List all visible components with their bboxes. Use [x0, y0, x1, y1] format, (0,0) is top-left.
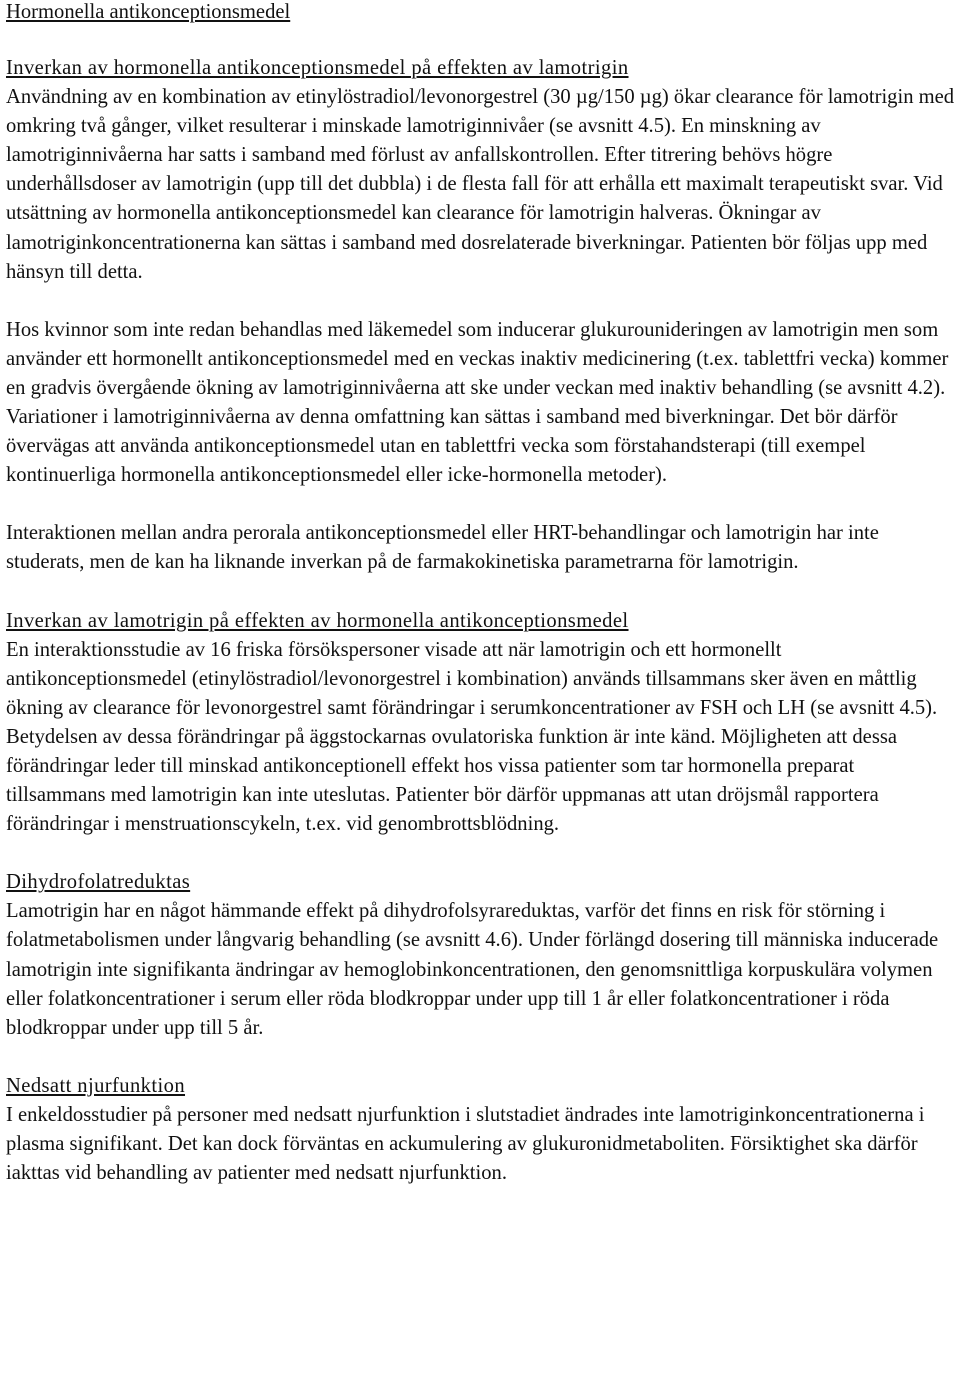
section-heading: Inverkan av lamotrigin på effekten av hormonella antikonceptionsmedel [6, 609, 629, 632]
section-dihydrofolate-reductase [6, 868, 958, 1043]
document-page [6, 0, 958, 1188]
section-heading: Nedsatt njurfunktion [6, 1074, 186, 1097]
spacer [6, 578, 958, 607]
paragraph: En interaktionsstudie av 16 friska försökspersoner visade att när lamotrigin och ett hormonellt antikonceptionsmedel (etinylöstradiol/levonorgestrel i kombination) används tillsammans sker även en måttlig ökning av clearance för levonorgestrel samt förändringar i serumkoncentrationer av FSH och LH (se avsnitt 4.5). Betydelsen av dessa förändringar på äggstockarnas ovulatoriska funktion är inte känd. Möjligheten att dessa förändringar leder till minskad antikonceptionell effekt hos vissa patienter som tar hormonella preparat tillsammans med lamotrigin kan inte uteslutas. Patienter bör därför uppmanas att utan dröjsmål rapportera förändringar i menstruationscykeln, t.ex. vid genombrottsblödning. [6, 638, 938, 836]
section-heading: Dihydrofolatreduktas [6, 871, 191, 894]
section-renal-impairment [6, 1072, 958, 1188]
section-lamotrigine-effect-on-hormonal [6, 607, 958, 840]
section-hormonal-effect-on-lamotrigine [6, 54, 958, 578]
spacer [6, 24, 958, 54]
paragraph: Interaktionen mellan andra perorala antikonceptionsmedel eller HRT-behandlingar och lamotrigin har inte studerats, men de kan ha liknande inverkan på de farmakokinetiska parametrarna för lamotrigin. [6, 522, 879, 574]
spacer [6, 839, 958, 868]
document-title: Hormonella antikonceptionsmedel [6, 1, 291, 23]
paragraph: Hos kvinnor som inte redan behandlas med läkemedel som inducerar glukurounideringen av lamotrigin men som använder ett hormonellt antikonceptionsmedel med en veckas inaktiv medicinering (t.ex. tablettfri vecka) kommer en gradvis övergående ökning av lamotriginnivåerna att ske under veckan med inaktiv behandling (se avsnitt 4.2). Variationer i lamotriginnivåerna av denna omfattning kan sättas i samband med biverkningar. Det bör därför övervägas att använda antikonceptionsmedel utan en tablettfri vecka som förstahandsterapi (till exempel kontinuerliga hormonella antikonceptionsmedel eller icke-hormonella metoder). [6, 318, 949, 487]
spacer [6, 287, 958, 316]
spacer [6, 1043, 958, 1072]
spacer [6, 490, 958, 519]
section-heading: Inverkan av hormonella antikonceptionsmedel på effekten av lamotrigin [6, 57, 629, 79]
paragraph: I enkeldosstudier på personer med nedsatt njurfunktion i slutstadiet ändrades inte lamotriginkoncentrationerna i plasma signifikant. Det kan dock förväntas en ackumulering av glukuronidmetaboliten. Försiktighet ska därför iakttas vid behandling av patienter med nedsatt njurfunktion. [6, 1103, 925, 1185]
paragraph: Användning av en kombination av etinylöstradiol/levonorgestrel (30 µg/150 µg) ökar clearance för lamotrigin med omkring två gånger, vilket resulterar i minskade lamotriginnivåer (se avsnitt 4.5). En minskning av lamotriginnivåerna har satts i samband med förlust av anfallskontrollen. Efter titrering behövs högre underhållsdoser av lamotrigin (upp till det dubbla) i de flesta fall för att erhålla ett maximalt terapeutiskt svar. Vid utsättning av hormonella antikonceptionsmedel kan clearance för lamotrigin halveras. Ökningar av lamotriginkoncentrationerna kan sättas i samband med dosrelaterade biverkningar. Patienten bör följas upp med hänsyn till detta. [6, 86, 955, 283]
paragraph: Lamotrigin har en något hämmande effekt på dihydrofolsyrareduktas, varför det finns en risk för störning i folatmetabolismen under långvarig behandling (se avsnitt 4.6). Under förlängd dosering till människa inducerade lamotrigin inte signifikanta ändringar av hemoglobinkoncentrationen, den genomsnittliga korpuskulära volymen eller folatkoncentrationer i serum eller röda blodkroppar under upp till 1 år eller folatkoncentrationer i röda blodkroppar under upp till 5 år. [6, 900, 939, 1039]
